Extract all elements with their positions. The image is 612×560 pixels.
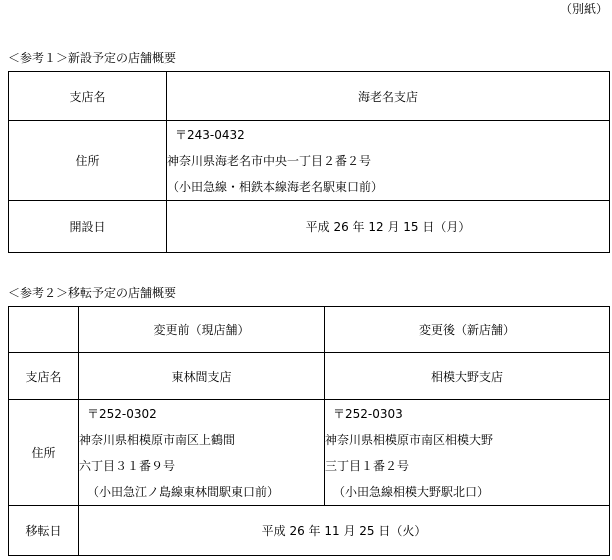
ref2-header-blank bbox=[9, 307, 79, 353]
ref2-address-before bbox=[79, 400, 325, 506]
ref2-after-postal-code: 〒252-0303 bbox=[333, 406, 403, 421]
ref2-address-after bbox=[325, 400, 610, 506]
ref2-before-address-line2: 六丁目３１番９号 bbox=[79, 458, 176, 473]
ref1-section-title: ＜参考１＞新設予定の店舗概要 bbox=[8, 51, 177, 65]
ref2-name-before: 東林間支店 bbox=[79, 353, 325, 400]
ref2-table bbox=[8, 306, 610, 556]
ref2-name-label: 支店名 bbox=[9, 353, 79, 400]
ref2-after-address-note: （小田急線相模大野駅北口） bbox=[333, 484, 490, 499]
ref1-open-value: 平成 26 年 12 月 15 日（月） bbox=[167, 201, 610, 253]
ref1-name-value: 海老名支店 bbox=[167, 72, 610, 121]
ref2-row-move-date bbox=[9, 506, 610, 556]
ref2-before-address-line1: 神奈川県相模原市南区上鶴間 bbox=[79, 432, 236, 447]
ref1-row-name bbox=[9, 72, 610, 121]
ref1-postal-code: 〒243-0432 bbox=[175, 127, 245, 142]
ref2-after-address-line2: 三丁目１番２号 bbox=[325, 458, 410, 473]
ref2-move-label: 移転日 bbox=[9, 506, 79, 556]
ref2-after-address-line1: 神奈川県相模原市南区相模大野 bbox=[325, 432, 494, 447]
ref1-address-line: 神奈川県海老名市中央一丁目２番２号 bbox=[167, 153, 372, 168]
ref2-section-title: ＜参考２＞移転予定の店舗概要 bbox=[8, 286, 177, 300]
ref2-header-before: 変更前（現店舗） bbox=[79, 307, 325, 353]
ref1-table bbox=[8, 71, 610, 253]
ref2-before-address-note: （小田急江ノ島線東林間駅東口前） bbox=[87, 484, 280, 499]
ref2-header-after: 変更後（新店舗） bbox=[325, 307, 610, 353]
ref2-row-address bbox=[9, 400, 610, 506]
attachment-label: （別紙） bbox=[559, 2, 608, 16]
ref1-address-note: （小田急線・相鉄本線海老名駅東口前） bbox=[167, 179, 384, 194]
ref1-address-value bbox=[167, 121, 610, 201]
ref2-row-header bbox=[9, 307, 610, 353]
ref1-address-label: 住所 bbox=[9, 121, 167, 201]
ref2-move-value: 平成 26 年 11 月 25 日（火） bbox=[79, 506, 610, 556]
ref1-name-label: 支店名 bbox=[9, 72, 167, 121]
ref2-row-name bbox=[9, 353, 610, 400]
ref2-name-after: 相模大野支店 bbox=[325, 353, 610, 400]
ref2-address-label: 住所 bbox=[9, 400, 79, 506]
ref1-row-address bbox=[9, 121, 610, 201]
ref1-open-label: 開設日 bbox=[9, 201, 167, 253]
ref1-row-open-date bbox=[9, 201, 610, 253]
ref2-before-postal-code: 〒252-0302 bbox=[87, 406, 157, 421]
